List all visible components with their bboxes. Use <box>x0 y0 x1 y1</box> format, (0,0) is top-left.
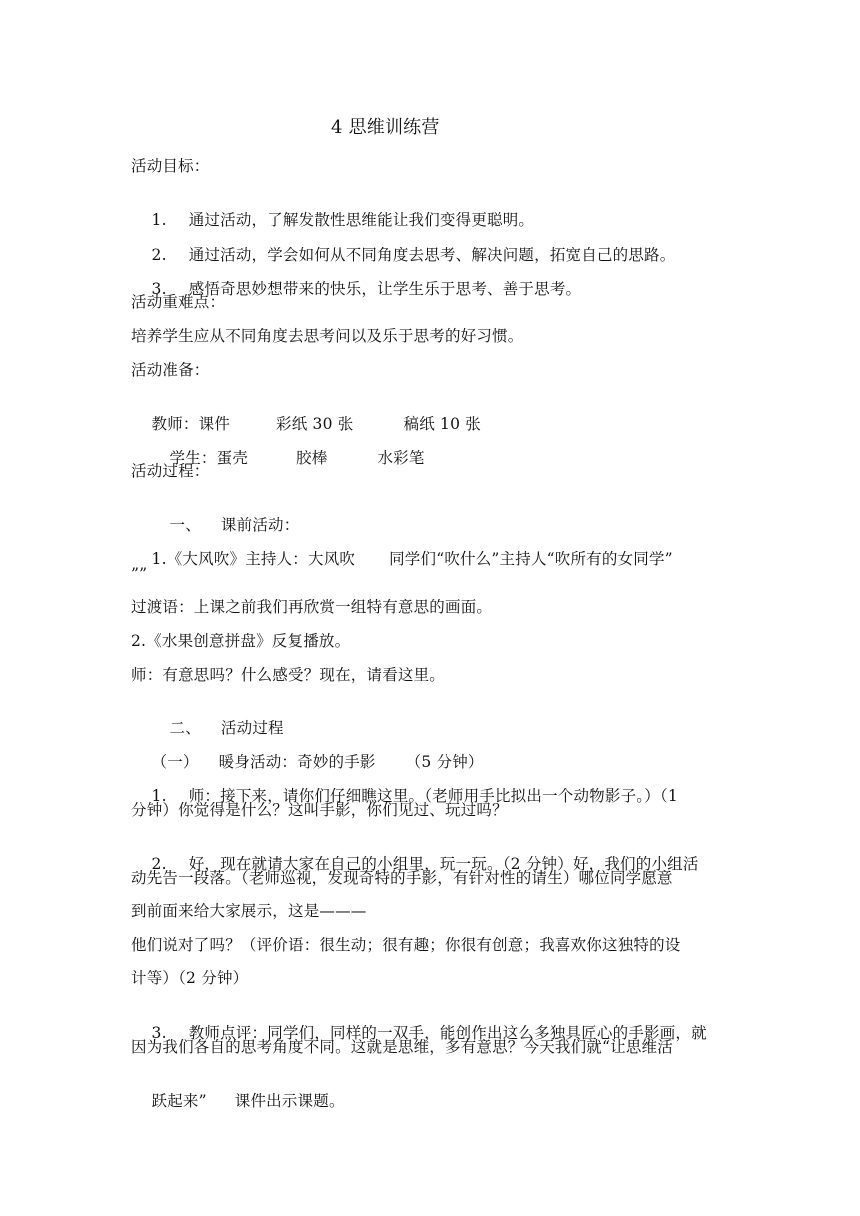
goal-text: 感悟奇思妙想带来的快乐，让学生乐于思考、善于思考。 <box>188 280 582 298</box>
prep-heading: 活动准备： <box>131 361 210 379</box>
step-three-line-2: 因为我们各自的思考角度不同。这就是思维，多有意思？今天我们就“让思维活 <box>131 1038 673 1056</box>
teacher-label: 教师：课件 <box>151 415 231 433</box>
goal-text: 通过活动，了解发散性思维能让我们变得更聪明。 <box>188 211 535 229</box>
part-number: （一） <box>151 753 199 771</box>
step-number: 2. <box>151 855 167 873</box>
step-text: 好，现在就请大家在自己的小组里，玩一玩。（2 分钟）好，我们的小组活 <box>188 855 699 873</box>
document-title: 4 思维训练营 <box>331 117 440 138</box>
step-text: 师：接下来，请你们仔细瞧这里。（老师用手比拟出一个动物影子。）（1 <box>188 787 678 805</box>
goal-number: 1. <box>151 211 167 229</box>
game-one-quote-end: ”” <box>131 565 148 583</box>
section-title: 活动过程 <box>220 719 284 737</box>
game-one-dialogue: 同学们“吹什么”主持人“吹所有的女同学” <box>389 550 673 568</box>
evaluation-line-1: 他们说对了吗？（评价语：很生动；很有趣；你很有创意；我喜欢你这独特的设 <box>131 936 681 954</box>
process-heading: 活动过程： <box>131 462 210 480</box>
goal-number: 2. <box>151 246 167 264</box>
key-heading: 活动重难点： <box>131 293 226 311</box>
game-one-host: 1.《大风吹》主持人：大风吹 <box>151 550 356 568</box>
step-number: 3. <box>151 1024 167 1042</box>
step-text: 跃起来” <box>151 1092 207 1110</box>
game-one-line <box>131 529 673 589</box>
evaluation-line-2: 计等）（2 分钟） <box>131 969 249 987</box>
key-text: 培养学生应从不同角度去思考问以及乐于思考的好习惯。 <box>131 327 524 345</box>
student-item-pen: 水彩笔 <box>377 449 425 467</box>
step-three-line-3 <box>131 1071 345 1131</box>
teacher-item-paper: 彩纸 30 张 <box>276 415 354 433</box>
section-number: 一、 <box>169 516 201 534</box>
student-item-glue: 胶棒 <box>296 449 328 467</box>
goal-text: 通过活动，学会如何从不同角度去思考、解决问题，拓宽自己的思路。 <box>188 246 676 264</box>
student-label: 学生：蛋壳 <box>169 449 249 467</box>
step-two-line-2: 动先告一段落。（老师巡视，发现奇特的手影，有针对性的请生）哪位同学愿意 <box>131 869 673 887</box>
part-title: 暖身活动：奇妙的手影 <box>218 753 376 771</box>
step-two-line-3: 到前面来给大家展示，这是——— <box>131 902 367 920</box>
part-duration: （5 分钟） <box>405 753 484 771</box>
teacher-item-draft: 稿纸 10 张 <box>403 415 481 433</box>
transition-text: 过渡语：上课之前我们再欣赏一组特有意思的画面。 <box>131 598 493 616</box>
teacher-question: 师：有意思吗？什么感受？现在，请看这里。 <box>131 666 446 684</box>
game-two-line: 2.《水果创意拼盘》反复播放。 <box>131 632 351 650</box>
step-one-line-2: 分钟）你觉得是什么？这叫手影，你们见过、玩过吗？ <box>131 801 508 819</box>
section-number: 二、 <box>169 719 201 737</box>
goals-heading: 活动目标： <box>131 157 210 175</box>
step-text-tail: 课件出示课题。 <box>234 1092 345 1110</box>
goal-number: 3. <box>151 280 167 298</box>
step-text: 教师点评：同学们，同样的一双手，能创作出这么多独具匠心的手影画，就 <box>188 1024 707 1042</box>
section-title: 课前活动： <box>220 516 300 534</box>
step-number: 1. <box>151 787 167 805</box>
